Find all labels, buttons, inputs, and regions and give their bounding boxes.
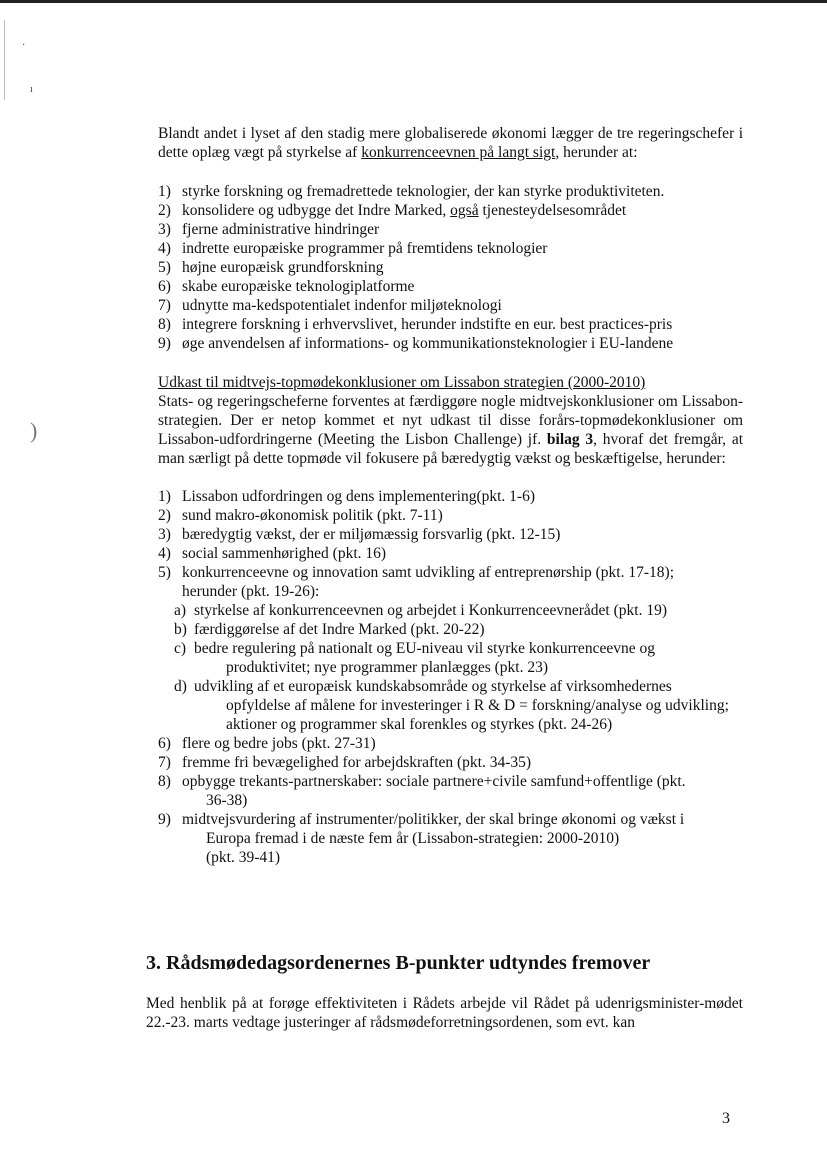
intro-paragraph: Blandt andet i lyset af den stadig mere globaliserede økonomi lægger de tre regeringschefer i dette oplæg vægt på styrkelse af konkurrenceevnen på langt sigt, herunder at: bbox=[158, 125, 743, 161]
section-heading-lisbon: Udkast til midtvejs-topmødekonklusioner om Lissabon strategien (2000-2010) bbox=[158, 374, 646, 391]
lisbon-topics-list-continued bbox=[158, 734, 743, 867]
b-points-paragraph: Med henblik på at forøge effektiviteten i Rådets arbejde vil Rådet på udenrigsminister-mødet 22.-23. marts vedtage justeringer af rådsmødeforretningsordenen, som evt. kan bbox=[146, 995, 743, 1031]
list-item: 1) Lissabon udfordringen og dens implementering(pkt. 1-6) bbox=[158, 488, 535, 505]
list-item: 6) skabe europæiske teknologiplatforme bbox=[158, 278, 415, 295]
sublist-item: a) styrkelse af konkurrenceevnen og arbejdet i Konkurrenceevnerådet (pkt. 19) bbox=[174, 602, 667, 619]
list-item: 9) øge anvendelsen af informations- og kommunikationsteknologier i EU-landene bbox=[158, 335, 674, 352]
list-item: 2) konsolidere og udbygge det Indre Marked, også tjenesteydelsesområdet bbox=[158, 202, 627, 219]
priority-list bbox=[158, 182, 743, 353]
top-border-line bbox=[0, 0, 827, 3]
section-heading-b-points: 3. Rådsmødedagsordenernes B-punkter udtyndes fremover bbox=[146, 952, 651, 974]
page-number: 3 bbox=[722, 1110, 730, 1127]
list-item: 5) højne europæisk grundforskning bbox=[158, 259, 384, 276]
list-item: 7) udnytte ma-kedspotentialet indenfor miljøteknologi bbox=[158, 297, 502, 314]
list-item: 4) indrette europæiske programmer på fremtidens teknologier bbox=[158, 240, 548, 257]
lisbon-topics-list bbox=[158, 487, 743, 601]
list-item: 9) midtvejsvurdering af instrumenter/politikker, der skal bringe økonomi og vækst i Europa fremad i de næste fem år (Lissabon-strategien: 2000-2010) (pkt. 39-41) bbox=[158, 811, 685, 866]
list-item: 7) fremme fri bevægelighed for arbejdskraften (pkt. 34-35) bbox=[158, 754, 532, 771]
list-item: 1) styrke forskning og fremadrettede teknologier, der kan styrke produktiviteten. bbox=[158, 183, 665, 200]
list-item: 3) bæredygtig vækst, der er miljømæssig forsvarlig (pkt. 12-15) bbox=[158, 526, 561, 543]
list-item: 3) fjerne administrative hindringer bbox=[158, 221, 380, 238]
scan-speck: · bbox=[22, 40, 26, 51]
sublist-item: d) udvikling af et europæisk kundskabsområde og styrkelse af virksomhedernes opfyldelse af målene for investeringer i R & D = forskning/analyse og udvikling; aktioner og programmer skal forenkles og styrkes (pkt. 24-26) bbox=[174, 678, 729, 733]
sublist-item: c) bedre regulering på nationalt og EU-niveau vil styrke konkurrenceevne og produktivitet; nye programmer planlægges (pkt. 23) bbox=[174, 640, 655, 676]
lisbon-paragraph: Stats- og regeringscheferne forventes at færdiggøre nogle midtvejskonklusioner om Lissabon-strategien. Der er netop kommet et nyt udkast til disse forårs-topmødekonklusioner om Lissabon-udfordringerne (Meeting the Lisbon Challenge) jf. bilag 3, hvoraf det fremgår, at man særligt på dette topmøde vil fokusere på bæredygtig vækst og beskæftigelse, herunder: bbox=[158, 393, 744, 467]
document-body bbox=[158, 124, 743, 867]
list-item: 5) konkurrenceevne og innovation samt udvikling af entreprenørship (pkt. 17-18); herunder (pkt. 19-26): bbox=[158, 564, 674, 600]
sublist-item: b) færdiggørelse af det Indre Marked (pkt. 20-22) bbox=[174, 621, 485, 638]
list-item: 8) integrere forskning i erhvervslivet, herunder indstifte en eur. best practices-pris bbox=[158, 316, 673, 333]
list-item: 2) sund makro-økonomisk politik (pkt. 7-11) bbox=[158, 507, 443, 524]
list-item: 8) opbygge trekants-partnerskaber: sociale partnere+civile samfund+offentlige (pkt. 36-38) bbox=[158, 773, 686, 809]
scan-speck: ı bbox=[30, 84, 33, 95]
scan-bracket-mark: ) bbox=[30, 418, 38, 443]
list-item: 4) social sammenhørighed (pkt. 16) bbox=[158, 545, 387, 562]
list-item: 6) flere og bedre jobs (pkt. 27-31) bbox=[158, 735, 376, 752]
competitiveness-sublist bbox=[174, 601, 743, 734]
scan-margin-line bbox=[4, 20, 5, 100]
